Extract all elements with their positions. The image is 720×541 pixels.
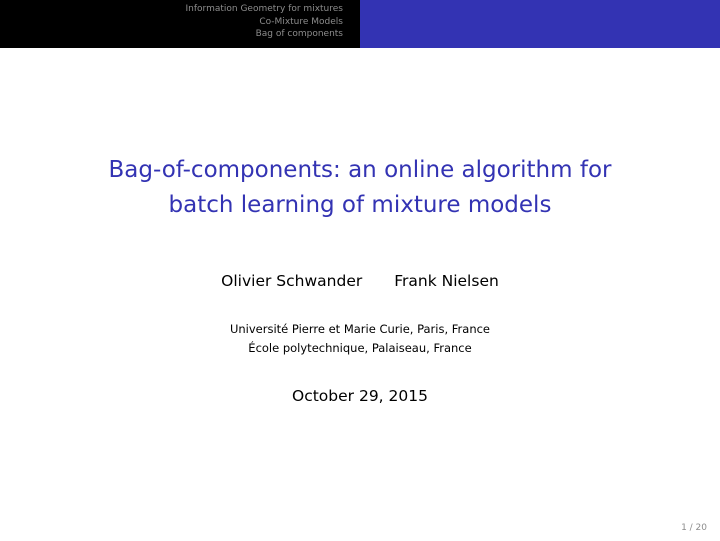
author-list bbox=[0, 272, 720, 290]
affiliation-list bbox=[0, 320, 720, 358]
presentation-title bbox=[0, 153, 720, 223]
title-line-1: Bag-of-components: an online algorithm for bbox=[108, 157, 612, 183]
nav-item-bag-of-components[interactable]: Bag of components bbox=[255, 29, 343, 39]
author-name: Olivier Schwander bbox=[221, 272, 363, 290]
author-name: Frank Nielsen bbox=[394, 272, 499, 290]
section-navigation bbox=[0, 0, 360, 48]
headline-accent-block bbox=[360, 0, 720, 48]
headline-bar bbox=[0, 0, 720, 48]
affiliation-line: Université Pierre et Marie Curie, Paris, France bbox=[229, 322, 491, 336]
title-line-2: batch learning of mixture models bbox=[168, 192, 552, 218]
page-number: 1 / 20 bbox=[681, 523, 707, 533]
presentation-date: October 29, 2015 bbox=[292, 387, 428, 405]
nav-item-information-geometry[interactable]: Information Geometry for mixtures bbox=[185, 4, 343, 14]
affiliation-line: École polytechnique, Palaiseau, France bbox=[248, 341, 472, 355]
nav-item-co-mixture-models[interactable]: Co-Mixture Models bbox=[259, 16, 343, 27]
